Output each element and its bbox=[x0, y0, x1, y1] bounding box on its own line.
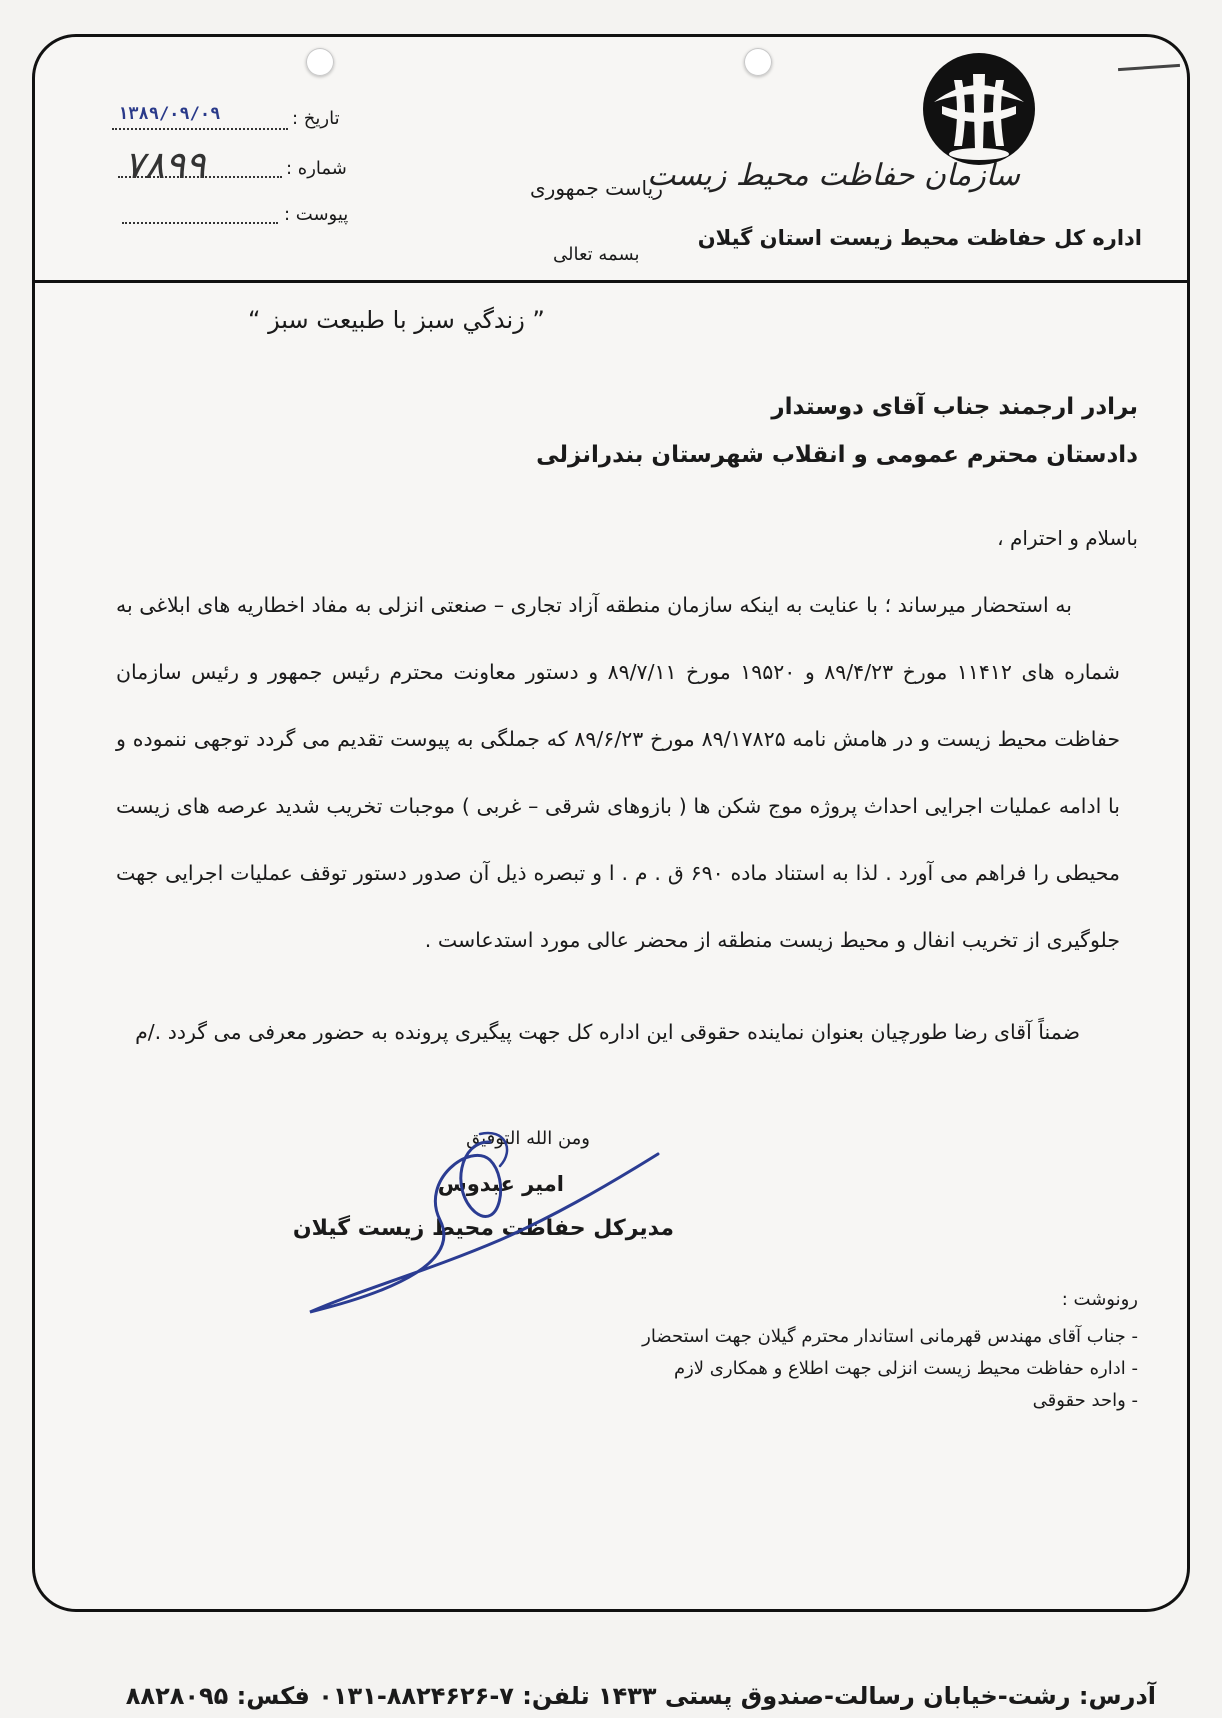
handwritten-signature bbox=[300, 1120, 680, 1320]
attachment-dots bbox=[122, 222, 278, 224]
header-divider bbox=[35, 280, 1187, 283]
punch-hole-right bbox=[744, 48, 772, 76]
greeting: باسلام و احترام ، bbox=[997, 526, 1138, 550]
addressee-line-2: دادستان محترم عمومی و انقلاب شهرستان بندرانزلی bbox=[536, 442, 1138, 468]
cc-item: - اداره حفاظت محیط زیست انزلی جهت اطلاع و همکاری لازم bbox=[673, 1358, 1138, 1379]
footer-address: آدرس: رشت-خیابان رسالت-صندوق پستی ۱۴۳۳ تلفن: ۷-۸۸۲۴۶۲۶-۰۱۳۱ فکس: ۸۸۲۸۰۹۵ bbox=[125, 1682, 1156, 1710]
date-label: تاریخ : bbox=[292, 108, 340, 129]
cc-item: - جناب آقای مهندس قهرمانی استاندار محترم گیلان جهت استحضار bbox=[642, 1326, 1138, 1347]
bismillah: بسمه تعالی bbox=[553, 244, 640, 265]
date-value: ۱۳۸۹/۰۹/۰۹ bbox=[118, 104, 221, 124]
org-name: اداره کل حفاظت محیط زیست استان گیلان bbox=[697, 226, 1142, 250]
org-name-script: سازمان حفاظت محیط زیست bbox=[647, 158, 1020, 193]
number-value: ۷۸۹۹ bbox=[124, 143, 206, 187]
attachment-label: پیوست : bbox=[284, 204, 349, 225]
addressee-line-1: برادر ارجمند جناب آقای دوستدار bbox=[771, 394, 1138, 420]
body-paragraph-1: به استحضار میرساند ؛ با عنایت به اینکه سازمان منطقه آزاد تجاری – صنعتی انزلی به مفاد اخطاریه های ابلاغی به شماره های ۱۱۴۱۲ مورخ ۸۹/۴/۲۳ و ۱۹۵۲۰ مورخ ۸۹/۷/۱۱ و دستور معاونت محترم رئیس جمهور و رئیس سازمان حفاظت محیط زیست و در هامش نامه ۸۹/۱۷۸۲۵ مورخ ۸۹/۶/۲۳ که جملگی به پیوست تقدیم می گردد توجهی ننموده و با ادامه عملیات اجرایی احداث پروژه موج شکن ها ( بازوهای شرقی – غربی ) موجبات تخریب شدید عرصه های زیست محیطی را فراهم می آورد . لذا به استناد ماده ۶۹۰ ق . م . ا و تبصره ذیل آن صدور دستور توقف عملیات اجرایی جهت جلوگیری از تخریب انفال و محیط زیست منطقه از محضر عالی مورد استدعاست . bbox=[116, 593, 1120, 952]
signer-title: مدیرکل حفاظت محیط زیست گیلان bbox=[292, 1216, 674, 1241]
slogan: ” زندگي سبز با طبيعت سبز “ bbox=[248, 306, 545, 334]
cc-title: رونوشت : bbox=[1061, 1289, 1138, 1310]
number-label: شماره : bbox=[286, 158, 347, 179]
signer-name: امیر عبدوس bbox=[437, 1172, 564, 1196]
closing-phrase: ومن الله التوفیق bbox=[466, 1128, 590, 1149]
organization-logo bbox=[920, 50, 1038, 168]
punch-hole-left bbox=[306, 48, 334, 76]
presidency-heading: ریاست جمهوری bbox=[530, 176, 663, 200]
date-dots bbox=[112, 128, 288, 130]
body-paragraph-2: ضمناً آقای رضا طورچیان بعنوان نماینده حقوقی این اداره کل جهت پیگیری پرونده به حضور معرفی می گردد ./م bbox=[135, 1020, 1080, 1044]
cc-item: - واحد حقوقی bbox=[1032, 1390, 1138, 1411]
